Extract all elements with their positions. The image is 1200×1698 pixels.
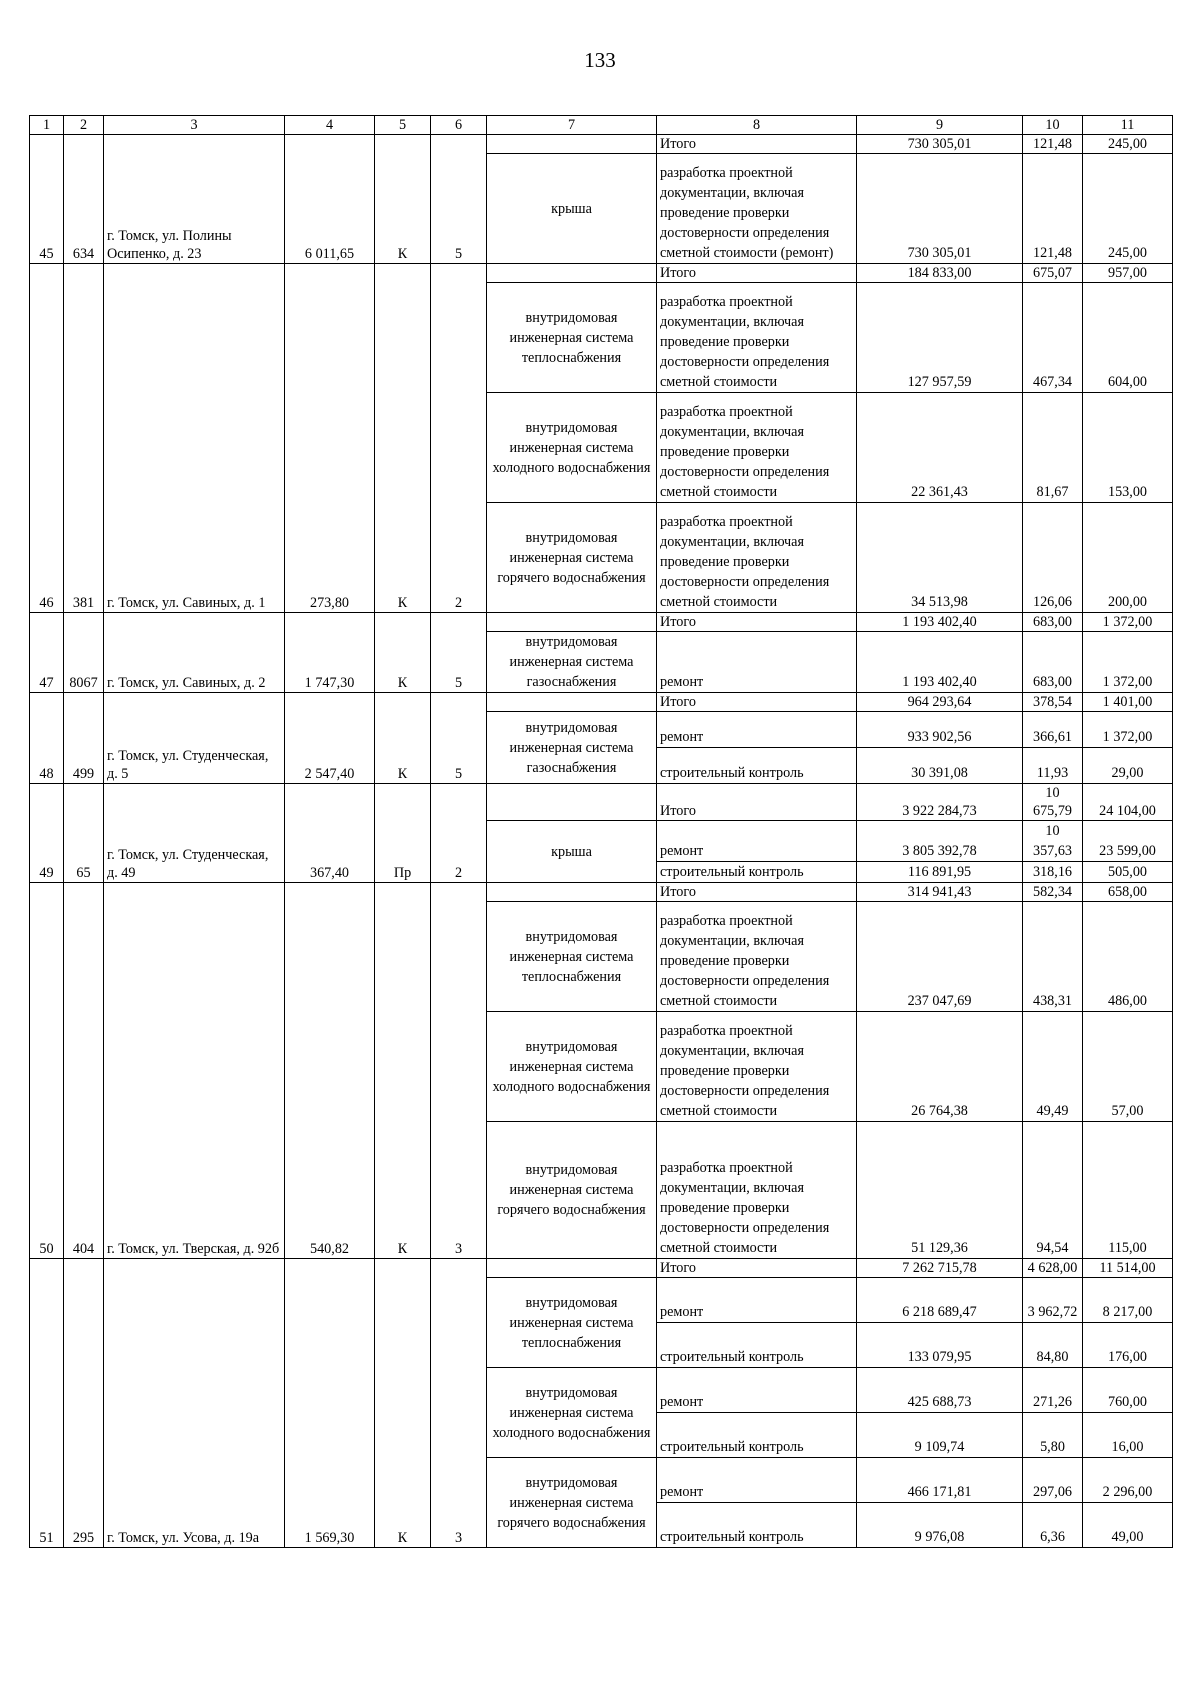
column-header-2: 2	[64, 116, 104, 135]
house-type: К	[375, 613, 431, 693]
system-name: внутридомовая инженерная система теплоснабжения	[487, 1278, 657, 1368]
work-cost: 1 193 402,40	[857, 632, 1023, 693]
floors-count: 3	[431, 1259, 487, 1548]
work-description: ремонт	[657, 632, 857, 693]
row-number: 47	[30, 613, 64, 693]
work-description: ремонт	[657, 1368, 857, 1413]
work-cost-per-area: 11,93	[1023, 748, 1083, 784]
work-limit: 23 599,00	[1083, 821, 1173, 862]
work-cost: 3 805 392,78	[857, 821, 1023, 862]
column-header-3: 3	[104, 116, 285, 135]
total-cost-per-area: 675,07	[1023, 264, 1083, 283]
system-empty-cell	[487, 613, 657, 632]
work-cost: 127 957,59	[857, 283, 1023, 393]
system-empty-cell	[487, 693, 657, 712]
column-header-4: 4	[285, 116, 375, 135]
work-description: ремонт	[657, 1278, 857, 1323]
house-type: К	[375, 693, 431, 784]
work-description: разработка проектной документации, включая проведение проверки достоверности определения сметной стоимости	[657, 393, 857, 503]
work-cost-per-area: 5,80	[1023, 1413, 1083, 1458]
work-cost: 466 171,81	[857, 1458, 1023, 1503]
table-row	[30, 883, 1173, 902]
work-description: разработка проектной документации, включая проведение проверки достоверности определения сметной стоимости	[657, 902, 857, 1012]
total-label: Итого	[657, 883, 857, 902]
floors-count: 2	[431, 264, 487, 613]
row-number: 45	[30, 135, 64, 264]
work-description: строительный контроль	[657, 1413, 857, 1458]
system-name: внутридомовая инженерная система холодного водоснабжения	[487, 1368, 657, 1458]
work-cost: 133 079,95	[857, 1323, 1023, 1368]
table-row	[30, 135, 1173, 154]
floors-count: 5	[431, 613, 487, 693]
row-number: 48	[30, 693, 64, 784]
work-cost: 26 764,38	[857, 1012, 1023, 1122]
system-empty-cell	[487, 784, 657, 821]
house-code: 499	[64, 693, 104, 784]
total-label: Итого	[657, 784, 857, 821]
work-cost-per-area: 467,34	[1023, 283, 1083, 393]
work-limit: 1 372,00	[1083, 632, 1173, 693]
total-label: Итого	[657, 135, 857, 154]
house-type: К	[375, 135, 431, 264]
work-cost-per-area: 297,06	[1023, 1458, 1083, 1503]
row-number: 46	[30, 264, 64, 613]
work-description: строительный контроль	[657, 862, 857, 883]
house-area: 6 011,65	[285, 135, 375, 264]
work-cost: 51 129,36	[857, 1122, 1023, 1259]
work-cost-per-area: 10 357,63	[1023, 821, 1083, 862]
row-number: 49	[30, 784, 64, 883]
house-code: 65	[64, 784, 104, 883]
floors-count: 5	[431, 693, 487, 784]
work-description: строительный контроль	[657, 748, 857, 784]
column-header-6: 6	[431, 116, 487, 135]
total-cost: 184 833,00	[857, 264, 1023, 283]
house-area: 1 747,30	[285, 613, 375, 693]
work-limit: 16,00	[1083, 1413, 1173, 1458]
table-header	[30, 116, 1173, 135]
repair-schedule-table	[29, 115, 1173, 1548]
total-cost: 314 941,43	[857, 883, 1023, 902]
column-header-7: 7	[487, 116, 657, 135]
work-limit: 49,00	[1083, 1503, 1173, 1548]
system-name: внутридомовая инженерная система теплоснабжения	[487, 902, 657, 1012]
work-cost-per-area: 271,26	[1023, 1368, 1083, 1413]
total-cost: 3 922 284,73	[857, 784, 1023, 821]
total-cost-per-area: 683,00	[1023, 613, 1083, 632]
work-limit: 153,00	[1083, 393, 1173, 503]
work-cost-per-area: 81,67	[1023, 393, 1083, 503]
system-name: внутридомовая инженерная система горячего водоснабжения	[487, 503, 657, 613]
house-type: К	[375, 264, 431, 613]
work-cost: 425 688,73	[857, 1368, 1023, 1413]
work-limit: 505,00	[1083, 862, 1173, 883]
house-code: 404	[64, 883, 104, 1259]
house-code: 634	[64, 135, 104, 264]
column-header-9: 9	[857, 116, 1023, 135]
work-cost: 22 361,43	[857, 393, 1023, 503]
work-cost: 933 902,56	[857, 712, 1023, 748]
work-cost: 30 391,08	[857, 748, 1023, 784]
work-cost-per-area: 49,49	[1023, 1012, 1083, 1122]
house-type: К	[375, 1259, 431, 1548]
system-name: внутридомовая инженерная система горячего водоснабжения	[487, 1122, 657, 1259]
work-cost-per-area: 126,06	[1023, 503, 1083, 613]
work-description: ремонт	[657, 712, 857, 748]
table-row	[30, 784, 1173, 821]
work-limit: 1 372,00	[1083, 712, 1173, 748]
column-header-8: 8	[657, 116, 857, 135]
work-cost-per-area: 94,54	[1023, 1122, 1083, 1259]
work-limit: 245,00	[1083, 154, 1173, 264]
total-label: Итого	[657, 693, 857, 712]
system-name: внутридомовая инженерная система газоснабжения	[487, 712, 657, 784]
total-limit: 957,00	[1083, 264, 1173, 283]
house-area: 1 569,30	[285, 1259, 375, 1548]
house-area: 540,82	[285, 883, 375, 1259]
system-name: внутридомовая инженерная система холодного водоснабжения	[487, 1012, 657, 1122]
work-cost: 9 109,74	[857, 1413, 1023, 1458]
total-limit: 24 104,00	[1083, 784, 1173, 821]
work-limit: 8 217,00	[1083, 1278, 1173, 1323]
table-row	[30, 1259, 1173, 1278]
floors-count: 5	[431, 135, 487, 264]
work-limit: 486,00	[1083, 902, 1173, 1012]
work-limit: 29,00	[1083, 748, 1173, 784]
work-cost: 237 047,69	[857, 902, 1023, 1012]
work-limit: 176,00	[1083, 1323, 1173, 1368]
work-limit: 760,00	[1083, 1368, 1173, 1413]
total-limit: 245,00	[1083, 135, 1173, 154]
work-limit: 604,00	[1083, 283, 1173, 393]
work-description: ремонт	[657, 821, 857, 862]
table-row	[30, 693, 1173, 712]
work-cost: 116 891,95	[857, 862, 1023, 883]
total-cost-per-area: 378,54	[1023, 693, 1083, 712]
system-empty-cell	[487, 264, 657, 283]
total-limit: 658,00	[1083, 883, 1173, 902]
system-empty-cell	[487, 135, 657, 154]
work-cost: 9 976,08	[857, 1503, 1023, 1548]
floors-count: 3	[431, 883, 487, 1259]
house-type: Пр	[375, 784, 431, 883]
work-description: ремонт	[657, 1458, 857, 1503]
work-limit: 115,00	[1083, 1122, 1173, 1259]
table-row	[30, 264, 1173, 283]
work-cost: 730 305,01	[857, 154, 1023, 264]
house-address: г. Томск, ул. Студенческая, д. 49	[104, 784, 285, 883]
total-cost: 1 193 402,40	[857, 613, 1023, 632]
column-header-10: 10	[1023, 116, 1083, 135]
house-area: 367,40	[285, 784, 375, 883]
work-description: разработка проектной документации, включая проведение проверки достоверности определения сметной стоимости	[657, 283, 857, 393]
work-cost-per-area: 121,48	[1023, 154, 1083, 264]
total-limit: 1 401,00	[1083, 693, 1173, 712]
total-cost-per-area: 4 628,00	[1023, 1259, 1083, 1278]
column-header-11: 11	[1083, 116, 1173, 135]
house-address: г. Томск, ул. Усова, д. 19а	[104, 1259, 285, 1548]
system-name: внутридомовая инженерная система холодного водоснабжения	[487, 393, 657, 503]
table-body	[30, 135, 1173, 1548]
work-cost-per-area: 438,31	[1023, 902, 1083, 1012]
work-description: строительный контроль	[657, 1323, 857, 1368]
column-header-1: 1	[30, 116, 64, 135]
house-address: г. Томск, ул. Полины Осипенко, д. 23	[104, 135, 285, 264]
house-address: г. Томск, ул. Савиных, д. 2	[104, 613, 285, 693]
total-cost: 730 305,01	[857, 135, 1023, 154]
work-cost-per-area: 683,00	[1023, 632, 1083, 693]
work-cost: 34 513,98	[857, 503, 1023, 613]
house-area: 273,80	[285, 264, 375, 613]
page-number: 133	[584, 48, 616, 72]
total-limit: 11 514,00	[1083, 1259, 1173, 1278]
total-cost-per-area: 582,34	[1023, 883, 1083, 902]
system-empty-cell	[487, 1259, 657, 1278]
work-cost-per-area: 318,16	[1023, 862, 1083, 883]
work-cost-per-area: 84,80	[1023, 1323, 1083, 1368]
house-address: г. Томск, ул. Савиных, д. 1	[104, 264, 285, 613]
total-cost: 7 262 715,78	[857, 1259, 1023, 1278]
total-cost: 964 293,64	[857, 693, 1023, 712]
house-area: 2 547,40	[285, 693, 375, 784]
work-description: разработка проектной документации, включая проведение проверки достоверности определения сметной стоимости	[657, 1122, 857, 1259]
work-description: разработка проектной документации, включая проведение проверки достоверности определения сметной стоимости (ремонт)	[657, 154, 857, 264]
system-empty-cell	[487, 883, 657, 902]
house-type: К	[375, 883, 431, 1259]
house-address: г. Томск, ул. Тверская, д. 92б	[104, 883, 285, 1259]
total-cost-per-area: 121,48	[1023, 135, 1083, 154]
work-cost-per-area: 6,36	[1023, 1503, 1083, 1548]
work-description: разработка проектной документации, включая проведение проверки достоверности определения сметной стоимости	[657, 1012, 857, 1122]
table-row	[30, 613, 1173, 632]
house-code: 8067	[64, 613, 104, 693]
system-name: внутридомовая инженерная система газоснабжения	[487, 632, 657, 693]
column-header-5: 5	[375, 116, 431, 135]
system-name: внутридомовая инженерная система горячего водоснабжения	[487, 1458, 657, 1548]
system-name: крыша	[487, 821, 657, 883]
total-label: Итого	[657, 1259, 857, 1278]
system-name: крыша	[487, 154, 657, 264]
work-cost-per-area: 3 962,72	[1023, 1278, 1083, 1323]
work-cost: 6 218 689,47	[857, 1278, 1023, 1323]
total-cost-per-area: 10 675,79	[1023, 784, 1083, 821]
total-label: Итого	[657, 264, 857, 283]
work-limit: 2 296,00	[1083, 1458, 1173, 1503]
system-name: внутридомовая инженерная система теплоснабжения	[487, 283, 657, 393]
work-cost-per-area: 366,61	[1023, 712, 1083, 748]
house-code: 381	[64, 264, 104, 613]
work-description: разработка проектной документации, включая проведение проверки достоверности определения сметной стоимости	[657, 503, 857, 613]
work-description: строительный контроль	[657, 1503, 857, 1548]
house-address: г. Томск, ул. Студенческая, д. 5	[104, 693, 285, 784]
total-limit: 1 372,00	[1083, 613, 1173, 632]
floors-count: 2	[431, 784, 487, 883]
total-label: Итого	[657, 613, 857, 632]
row-number: 50	[30, 883, 64, 1259]
work-limit: 200,00	[1083, 503, 1173, 613]
row-number: 51	[30, 1259, 64, 1548]
house-code: 295	[64, 1259, 104, 1548]
work-limit: 57,00	[1083, 1012, 1173, 1122]
